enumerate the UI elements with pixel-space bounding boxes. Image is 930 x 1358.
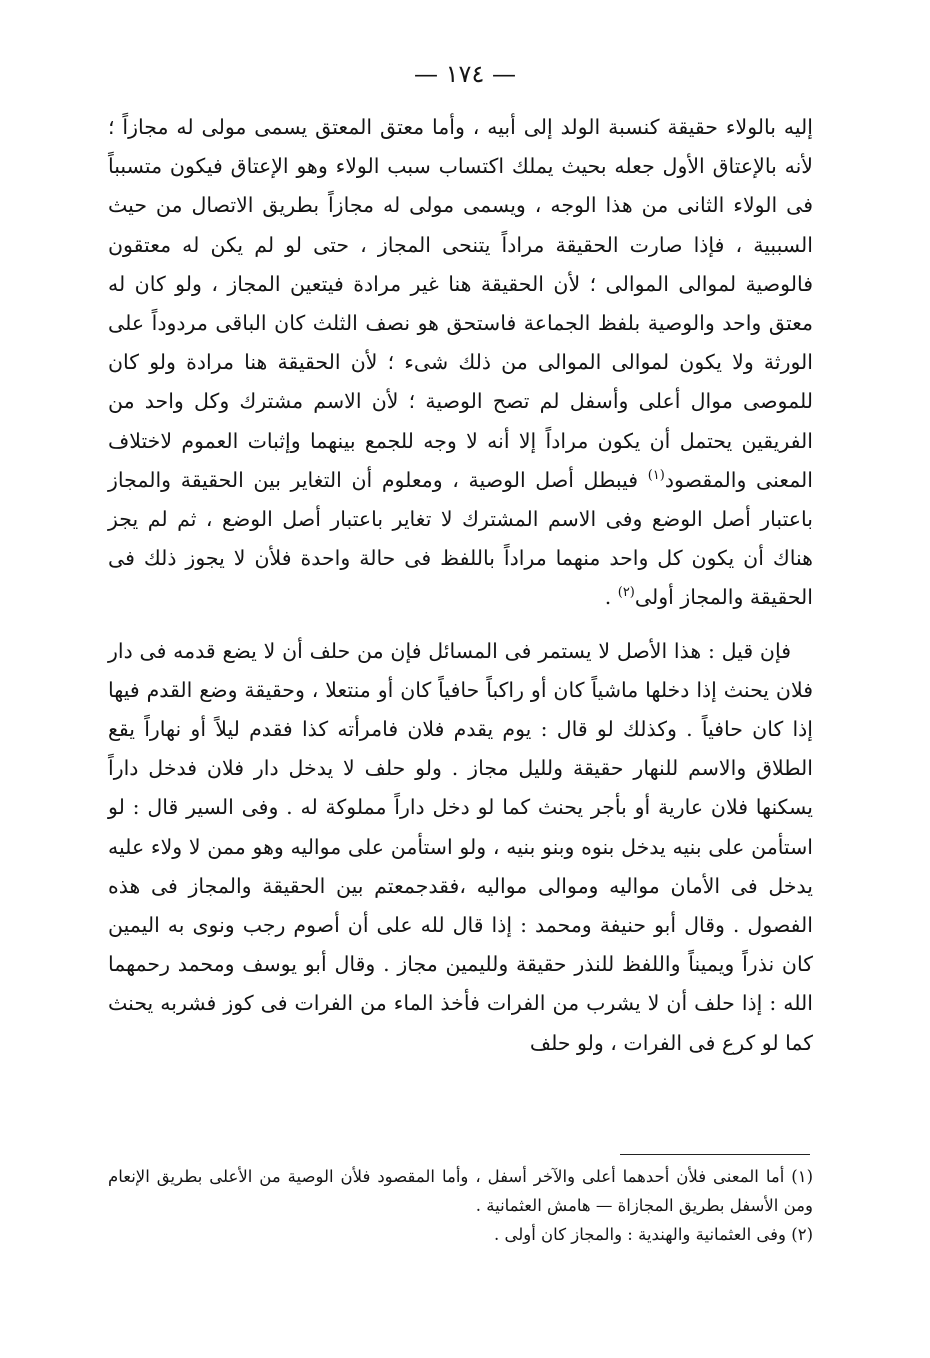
paragraph-1-continued: فيبطل أصل الوصية ، ومعلوم أن التغاير بين الحقيقة والمجاز باعتبار أصل الوضع وفى الاسم المشترك لا تغاير باعتبار أصل الوضع ، ثم لم يجز هناك أن يكون كل واحد منهما مراداً باللفظ فى حالة واحدة فلأن لا يجوز ذلك فى الحقيقة والمجاز أولى	[108, 467, 813, 610]
paragraph-1	[108, 108, 813, 618]
footnote-2: (٢) وفى العثمانية والهندية : والمجاز كان أولى .	[493, 1225, 813, 1244]
page-number: — ١٧٤ —	[414, 60, 516, 88]
main-text	[108, 108, 813, 1063]
footnote-divider	[620, 1154, 810, 1155]
paragraph-1-end: .	[604, 585, 618, 610]
footnote-ref-2: (٢)	[617, 585, 635, 601]
footnotes	[108, 1162, 813, 1249]
paragraph-2: فإن قيل : هذا الأصل لا يستمر فى المسائل فإن من حلف أن لا يضع قدمه فى دار فلان يحنث إذا دخلها ماشياً كان أو راكباً حافياً كان أو منتعلا ، وحقيقة وضع القدم فيها إذا كان حافياً . وكذلك لو قال : يوم يقدم فلان فامرأته كذا فقدم ليلاً أو نهاراً يقع الطلاق والاسم للنهار حقيقة ولليل مجاز . ولو حلف لا يدخل دار فلان فدخل داراً يسكنها فلان عارية أو بأجر يحنث كما لو دخل داراً مملوكة له . وفى السير قال : لو استأمن على بنيه يدخل بنوه وبنو بنيه ، ولو استأمن على مواليه وهو ممن لا ولاء عليه يدخل فى الأمان مواليه وموالى مواليه ،فقدجمعتم بين الحقيقة والمجاز فى هذه الفصول . وقال أبو حنيفة ومحمد : إذا قال لله على أن أصوم رجب ونوى به اليمين كان نذراً ويميناً واللفظ للنذر حقيقة ولليمين مجاز . وقال أبو يوسف ومحمد رحمهما الله : إذا حلف أن لا يشرب من الفرات فأخذ الماء من الفرات فى كوز فشربه يحنث كما لو كرع فى الفرات ، ولو حلف	[108, 638, 813, 1055]
footnote-ref-1: (١)	[647, 468, 665, 483]
paragraph-1-text: إليه بالولاء حقيقة كنسبة الولد إلى أبيه ، وأما معتق المعتق يسمى مولى له مجازاً ؛ لأنه بالإعتاق الأول جعله بحيث يملك اكتساب سبب الولاء وهو الإعتاق فيكون متسبباً فى الولاء الثانى من هذا الوجه ، ويسمى مولى له مجازاً بطريق الاتصال من حيث السببية ، فإذا صارت الحقيقة مراداً يتنحى المجاز ، حتى لو لم يكن له معتقون فالوصية لموالى الموالى ؛ لأن الحقيقة هنا غير مرادة فيتعين المجاز ، ولو كان له معتق واحد والوصية بلفظ الجماعة فاستحق هو نصف الثلث كان الباقى مردوداً على الورثة ولا يكون لموالى الموالى من ذلك شىء ؛ لأن الحقيقة هنا مرادة ولو كان للموصى موال أعلى وأسفل لم تصح الوصية ؛ لأن الاسم مشترك وكل واحد من الفريقين يحتمل أن يكون مراداً إلا أنه لا وجه للجمع بينهما وإثبات العموم لاختلاف المعنى والمقصود	[108, 115, 813, 492]
footnote-1: (١) أما المعنى فلأن أحدهما أعلى والآخر أسفل ، وأما المقصود فلأن الوصية من الأعلى بطريق الإنعام ومن الأسفل بطريق المجازاة — هامش العثمانية .	[108, 1167, 813, 1215]
